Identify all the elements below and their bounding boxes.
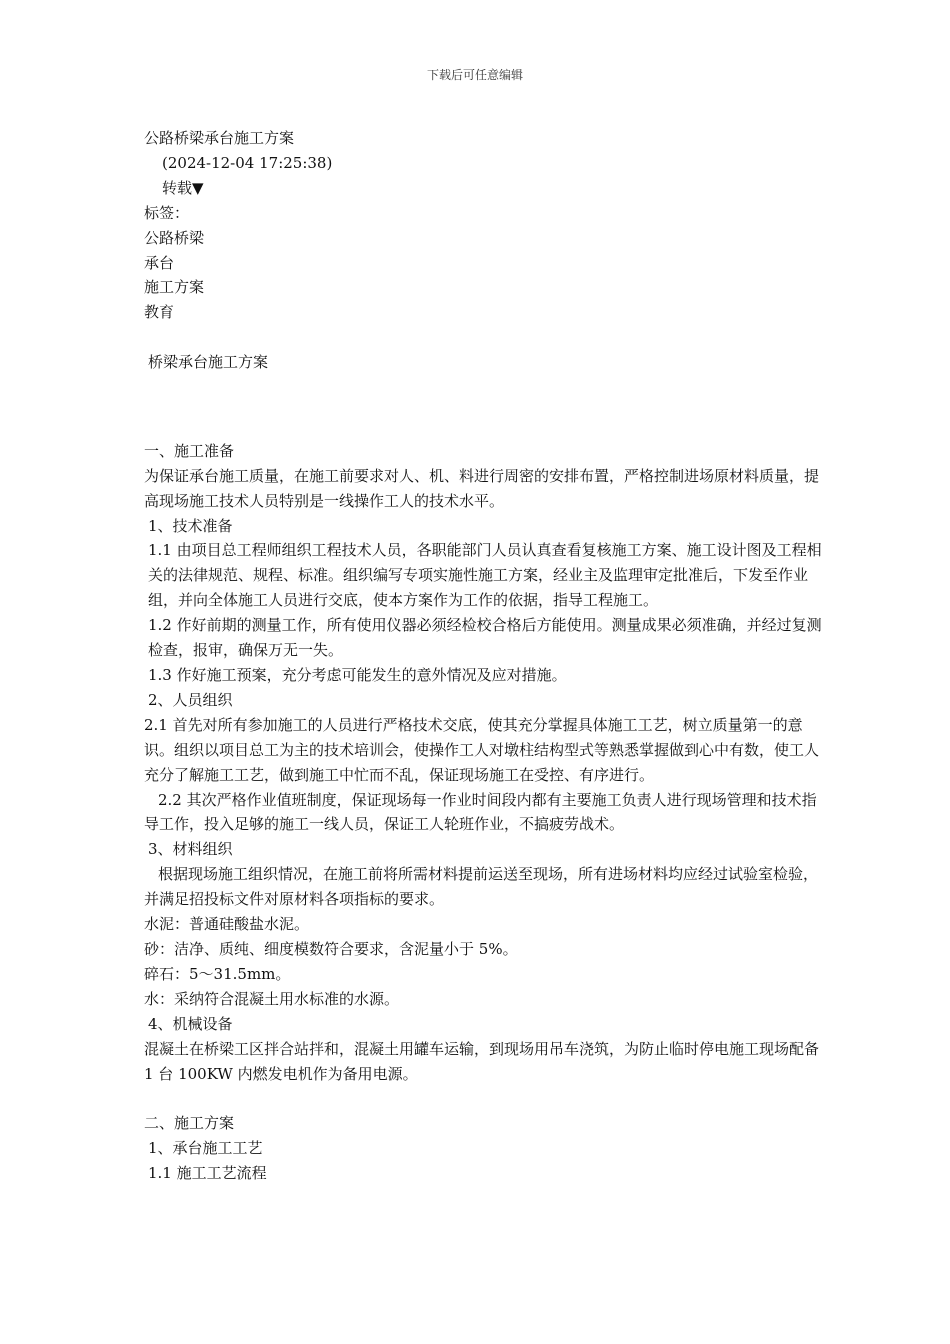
paragraph: 1.1 由项目总工程师组织工程技术人员，各职能部门人员认真查看复核施工方案、施工设计图及工程相关的法律规范、规程、标准。组织编写专项实施性施工方案，经业主及监理审定批准后，下发至作业组，并向全体施工人员进行交底，使本方案作为工作的依据，指导工程施工。 [148,541,822,610]
tag-link[interactable]: 承台 [144,253,175,272]
material-item: 砂：洁净、质纯、细度模数符合要求，含泥量小于 5%。 [144,939,518,958]
material-item: 水：采纳符合混凝土用水标准的水源。 [144,989,400,1008]
tag-link[interactable]: 公路桥梁 [144,228,205,247]
document-body [144,126,824,1186]
paragraph: 混凝土在桥梁工区拌合站拌和，混凝土用罐车运输，到现场用吊车浇筑，为防止临时停电施工现场配备 1 台 100KW 内燃发电机作为备用电源。 [144,1039,820,1083]
tags-label: 标签： [144,203,190,222]
subsection-heading: 4、机械设备 [148,1014,233,1033]
post-title: 公路桥梁承台施工方案 [144,129,295,147]
repost-toggle[interactable]: 转载▼ [162,178,204,197]
document-title: 桥梁承台施工方案 [148,353,269,372]
subsection-heading: 1.1 施工工艺流程 [148,1164,267,1183]
subsection-heading: 1、技术准备 [148,516,233,535]
paragraph: 1.3 作好施工预案，充分考虑可能发生的意外情况及应对措施。 [148,666,567,684]
paragraph: 2.1 首先对所有参加施工的人员进行严格技术交底，使其充分掌握具体施工工艺，树立质量第一的意识。组织以项目总工为主的技术培训会，使操作工人对墩柱结构型式等熟悉掌握做到心中有数，使工人充分了解施工工艺，做到施工中忙而不乱，保证现场施工在受控、有序进行。 [144,715,820,784]
subsection-heading: 2、人员组织 [148,690,233,709]
post-datetime: (2024-12-04 17:25:38) [162,153,333,172]
tag-link[interactable]: 施工方案 [144,278,205,297]
paragraph: 为保证承台施工质量，在施工前要求对人、机、料进行周密的安排布置，严格控制进场原材料质量，提高现场施工技术人员特别是一线操作工人的技术水平。 [144,466,820,510]
paragraph: 1.2 作好前期的测量工作，所有使用仪器必须经检校合格后方能使用。测量成果必须准确，并经过复测检查，报审，确保万无一失。 [148,616,822,660]
material-item: 碎石：5～31.5mm。 [144,964,291,983]
material-item: 水泥：普通硅酸盐水泥。 [144,915,310,934]
page-header-note: 下载后可任意编辑 [426,68,523,82]
subsection-heading: 3、材料组织 [148,840,233,859]
paragraph: 2.2 其次严格作业值班制度，保证现场每一作业时间段内都有主要施工负责人进行现场管理和技术指导工作，投入足够的施工一线人员，保证工人轮班作业，不搞疲劳战术。 [144,790,817,834]
paragraph: 根据现场施工组织情况，在施工前将所需材料提前运送至现场，所有进场材料均应经过试验室检验，并满足招投标文件对原材料各项指标的要求。 [144,865,819,909]
tag-link[interactable]: 教育 [144,303,175,322]
subsection-heading: 1、承台施工工艺 [148,1139,263,1158]
section-heading: 二、施工方案 [144,1114,235,1133]
section-heading: 一、施工准备 [144,441,235,460]
